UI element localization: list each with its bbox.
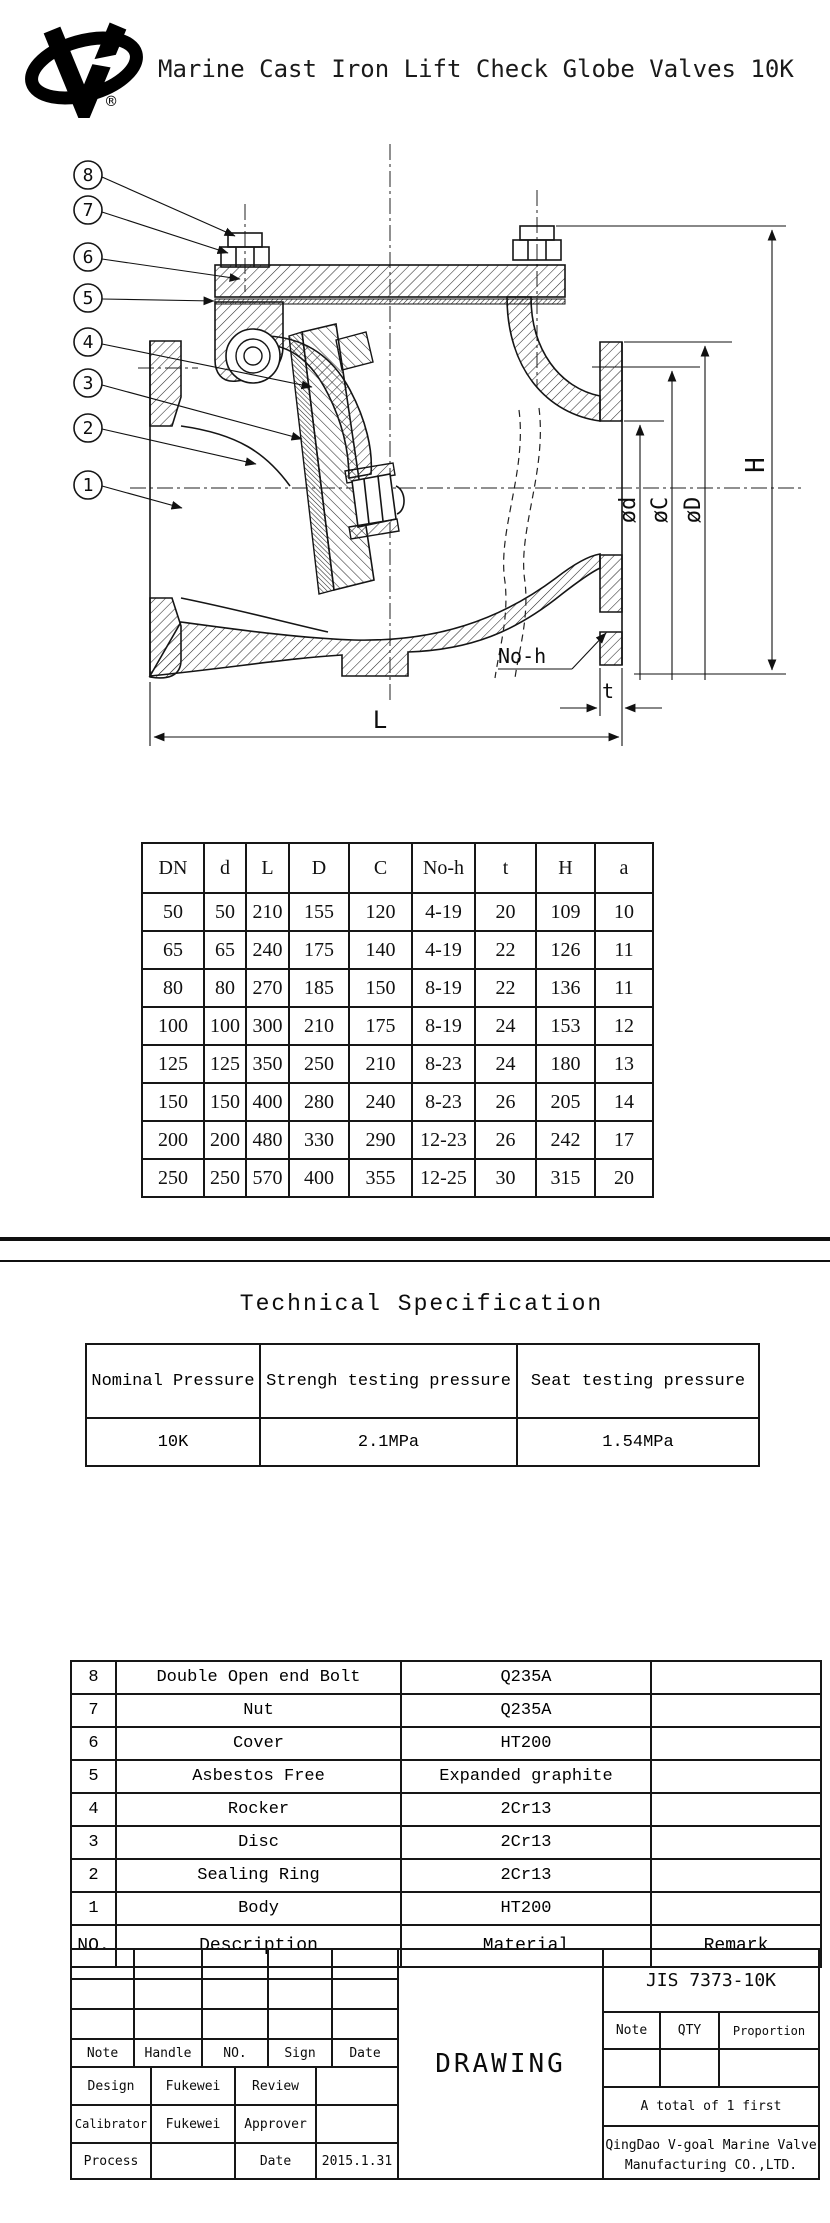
no-label: NO. (201, 2038, 269, 2068)
table-cell: Description (116, 1925, 401, 1967)
table-cell: 10K (86, 1418, 260, 1466)
qty-label: QTY (659, 2011, 720, 2050)
table-cell: 2Cr13 (401, 1859, 651, 1892)
table-cell: 175 (289, 931, 349, 969)
table-cell: Seat testing pressure (517, 1344, 759, 1418)
table-row (71, 1859, 821, 1892)
table-cell: 355 (349, 1159, 412, 1197)
table-cell: 150 (142, 1083, 204, 1121)
table-row (71, 1793, 821, 1826)
proportion-label: Proportion (718, 2011, 820, 2050)
date-label: Date (234, 2142, 317, 2180)
callout-number: 2 (82, 418, 94, 439)
table-cell: 140 (349, 931, 412, 969)
callout-4 (74, 328, 102, 356)
table-cell: 50 (204, 893, 246, 931)
empty-cell (70, 1948, 135, 1980)
hidden-passage-line (515, 408, 540, 678)
dim-L-label: L (372, 706, 388, 734)
calibrator-value: Fukewei (150, 2104, 236, 2144)
table-cell: 22 (475, 931, 536, 969)
date-label: Date (331, 2038, 399, 2068)
title-block (70, 1948, 820, 2180)
empty-cell (70, 1978, 135, 2010)
callout-number: 4 (82, 332, 94, 353)
table-cell: 175 (349, 1007, 412, 1045)
table-cell: 65 (204, 931, 246, 969)
callout-7 (74, 196, 102, 224)
table-cell: 8-19 (412, 1007, 475, 1045)
calibrator-label: Calibrator (70, 2104, 152, 2144)
empty-cell (267, 1948, 333, 1980)
table-cell: 1 (71, 1892, 116, 1925)
table-cell: 270 (246, 969, 289, 1007)
table-row (142, 1045, 653, 1083)
table-cell: Cover (116, 1727, 401, 1760)
table-cell: 250 (142, 1159, 204, 1197)
dim-d-label: ød (616, 496, 641, 524)
vgoal-logo-icon (22, 16, 150, 118)
note-label: Note (70, 2038, 135, 2068)
callout-number: 3 (82, 373, 94, 394)
table-cell: 17 (595, 1121, 653, 1159)
table-cell: 155 (289, 893, 349, 931)
table-cell: 12-23 (412, 1121, 475, 1159)
table-cell: 200 (142, 1121, 204, 1159)
empty-cell (315, 2104, 399, 2144)
empty-cell (331, 2008, 399, 2040)
table-cell (651, 1694, 821, 1727)
table-cell: 30 (475, 1159, 536, 1197)
empty-cell (201, 2008, 269, 2040)
table-cell: 185 (289, 969, 349, 1007)
table-row (86, 1344, 759, 1418)
table-cell: 13 (595, 1045, 653, 1083)
table-cell: 2Cr13 (401, 1826, 651, 1859)
parts-table (70, 1660, 822, 1968)
table-cell: HT200 (401, 1727, 651, 1760)
table-cell: 50 (142, 893, 204, 931)
table-cell: Strengh testing pressure (260, 1344, 517, 1418)
table-cell: 5 (71, 1760, 116, 1793)
cover-section (215, 265, 565, 297)
table-cell: 242 (536, 1121, 595, 1159)
table-cell: d (204, 843, 246, 893)
table-cell: Expanded graphite (401, 1760, 651, 1793)
design-label: Design (70, 2066, 152, 2106)
spec-title: Technical Specification (239, 1291, 604, 1317)
table-cell: Nut (116, 1694, 401, 1727)
approver-label: Approver (234, 2104, 317, 2144)
table-row (71, 1760, 821, 1793)
table-cell: 570 (246, 1159, 289, 1197)
table-cell: Body (116, 1892, 401, 1925)
dim-H-label: H (741, 457, 771, 473)
empty-cell (331, 1978, 399, 2010)
table-cell: Remark (651, 1925, 821, 1967)
table-cell: 3 (71, 1826, 116, 1859)
table-row (142, 843, 653, 893)
table-cell (651, 1859, 821, 1892)
table-cell: a (595, 843, 653, 893)
spec-table (85, 1343, 760, 1467)
table-cell: 7 (71, 1694, 116, 1727)
dim-noh-label: No-h (498, 644, 547, 668)
table-cell: 400 (289, 1159, 349, 1197)
registered-mark: ® (106, 92, 117, 112)
table-row (142, 1159, 653, 1197)
company-line2: Manufacturing CO.,LTD. (624, 2158, 798, 2173)
table-row (71, 1892, 821, 1925)
hidden-passage-line (495, 410, 520, 678)
table-cell: 480 (246, 1121, 289, 1159)
table-cell: HT200 (401, 1892, 651, 1925)
table-cell: 8-19 (412, 969, 475, 1007)
table-cell: 180 (536, 1045, 595, 1083)
standard-number: JIS 7373-10K (602, 1948, 820, 2013)
body-upper-wall-section (507, 297, 600, 421)
table-cell: 250 (204, 1159, 246, 1197)
table-row (142, 1121, 653, 1159)
table-cell: 210 (349, 1045, 412, 1083)
page-title: Marine Cast Iron Lift Check Globe Valves 10K (158, 55, 794, 83)
table-cell: Q235A (401, 1661, 651, 1694)
table-cell: 4-19 (412, 893, 475, 931)
table-cell: 210 (289, 1007, 349, 1045)
callout-number: 5 (82, 288, 94, 309)
table-cell: 12 (595, 1007, 653, 1045)
table-cell: 400 (246, 1083, 289, 1121)
table-cell: 24 (475, 1007, 536, 1045)
callout-8 (74, 161, 102, 189)
table-row (142, 931, 653, 969)
table-cell: 8-23 (412, 1045, 475, 1083)
table-cell: Q235A (401, 1694, 651, 1727)
table-cell: 100 (142, 1007, 204, 1045)
callout-number: 1 (82, 475, 94, 496)
table-cell: 100 (204, 1007, 246, 1045)
table-cell: 136 (536, 969, 595, 1007)
sign-label: Sign (267, 2038, 333, 2068)
callout-2 (74, 414, 102, 442)
valve-section-drawing (0, 120, 830, 785)
empty-cell (267, 2008, 333, 2040)
disc-nut (345, 463, 404, 539)
empty-cell (331, 1948, 399, 1980)
table-cell: 240 (246, 931, 289, 969)
table-cell: C (349, 843, 412, 893)
empty-cell (315, 2066, 399, 2106)
table-cell: 8 (71, 1661, 116, 1694)
table-cell: 330 (289, 1121, 349, 1159)
table-cell (651, 1892, 821, 1925)
table-cell: 240 (349, 1083, 412, 1121)
table-cell: 14 (595, 1083, 653, 1121)
callout-number: 8 (82, 165, 94, 186)
table-cell: 11 (595, 969, 653, 1007)
table-cell: 20 (475, 893, 536, 931)
empty-cell (201, 1978, 269, 2010)
table-cell: 126 (536, 931, 595, 969)
table-cell: Material (401, 1925, 651, 1967)
empty-cell (201, 1948, 269, 1980)
table-cell: 290 (349, 1121, 412, 1159)
table-cell: 10 (595, 893, 653, 931)
review-label: Review (234, 2066, 317, 2106)
empty-cell (150, 2142, 236, 2180)
empty-cell (133, 1978, 203, 2010)
table-cell (651, 1760, 821, 1793)
table-cell: H (536, 843, 595, 893)
process-label: Process (70, 2142, 152, 2180)
table-cell: 2Cr13 (401, 1793, 651, 1826)
table-cell: Sealing Ring (116, 1859, 401, 1892)
empty-cell (659, 2048, 720, 2088)
table-cell: 26 (475, 1083, 536, 1121)
table-cell: 1.54MPa (517, 1418, 759, 1466)
table-row (71, 1694, 821, 1727)
table-cell: 2 (71, 1859, 116, 1892)
table-cell: Disc (116, 1826, 401, 1859)
table-cell: No-h (412, 843, 475, 893)
table-cell: 210 (246, 893, 289, 931)
note-label: Note (602, 2011, 661, 2050)
table-cell: 26 (475, 1121, 536, 1159)
table-cell: 200 (204, 1121, 246, 1159)
table-cell: 150 (204, 1083, 246, 1121)
table-cell: Rocker (116, 1793, 401, 1826)
table-cell: 80 (142, 969, 204, 1007)
table-cell: 300 (246, 1007, 289, 1045)
company-line1: QingDao V-goal Marine Valve (605, 2137, 817, 2153)
table-row (142, 893, 653, 931)
empty-cell (133, 1948, 203, 1980)
table-cell: 12-25 (412, 1159, 475, 1197)
table-cell: 315 (536, 1159, 595, 1197)
table-cell (651, 1661, 821, 1694)
table-cell: 11 (595, 931, 653, 969)
section-divider-thick (0, 1237, 830, 1241)
table-cell: Nominal Pressure (86, 1344, 260, 1418)
section-divider-thin (0, 1260, 830, 1262)
table-cell (651, 1793, 821, 1826)
table-cell: Asbestos Free (116, 1760, 401, 1793)
empty-cell (267, 1978, 333, 2010)
empty-cell (602, 2048, 661, 2088)
table-cell: NO. (71, 1925, 116, 1967)
table-cell: t (475, 843, 536, 893)
table-cell: 280 (289, 1083, 349, 1121)
brand-logo (22, 16, 150, 118)
handle-label: Handle (133, 2038, 203, 2068)
table-cell: 6 (71, 1727, 116, 1760)
callout-3 (74, 369, 102, 397)
table-cell: 24 (475, 1045, 536, 1083)
table-cell: 350 (246, 1045, 289, 1083)
callout-1 (74, 471, 102, 499)
table-cell: 22 (475, 969, 536, 1007)
table-cell: 125 (142, 1045, 204, 1083)
table-cell: 125 (204, 1045, 246, 1083)
table-row (86, 1418, 759, 1466)
empty-cell (70, 2008, 135, 2040)
table-cell (651, 1826, 821, 1859)
table-cell: 120 (349, 893, 412, 931)
table-row (142, 969, 653, 1007)
table-cell: 153 (536, 1007, 595, 1045)
design-value: Fukewei (150, 2066, 236, 2106)
drawing-title: DRAWING (397, 1948, 604, 2180)
disc-boss-section (336, 332, 373, 370)
empty-cell (133, 2008, 203, 2040)
company-name (602, 2125, 820, 2180)
callout-6 (74, 243, 102, 271)
dim-t-label: t (601, 679, 615, 703)
table-cell: 150 (349, 969, 412, 1007)
sheet-total: A total of 1 first (602, 2086, 820, 2127)
table-cell: 205 (536, 1083, 595, 1121)
dim-C-label: øC (648, 496, 673, 524)
dimension-table (141, 842, 654, 1198)
table-cell: 250 (289, 1045, 349, 1083)
callout-number: 7 (82, 200, 94, 221)
table-row (142, 1083, 653, 1121)
table-cell: 4 (71, 1793, 116, 1826)
table-cell: L (246, 843, 289, 893)
table-cell: Double Open end Bolt (116, 1661, 401, 1694)
table-cell: 65 (142, 931, 204, 969)
table-cell: D (289, 843, 349, 893)
table-cell: DN (142, 843, 204, 893)
table-row (142, 1007, 653, 1045)
date-value: 2015.1.31 (315, 2142, 399, 2180)
table-cell: 20 (595, 1159, 653, 1197)
callout-number: 6 (82, 247, 94, 268)
table-row (71, 1826, 821, 1859)
table-cell (651, 1727, 821, 1760)
empty-cell (718, 2048, 820, 2088)
table-cell: 2.1MPa (260, 1418, 517, 1466)
table-row (71, 1727, 821, 1760)
table-cell: 80 (204, 969, 246, 1007)
callout-5 (74, 284, 102, 312)
table-row (71, 1661, 821, 1694)
dim-D-label: øD (681, 496, 706, 524)
table-cell: 109 (536, 893, 595, 931)
table-cell: 8-23 (412, 1083, 475, 1121)
table-cell: 4-19 (412, 931, 475, 969)
